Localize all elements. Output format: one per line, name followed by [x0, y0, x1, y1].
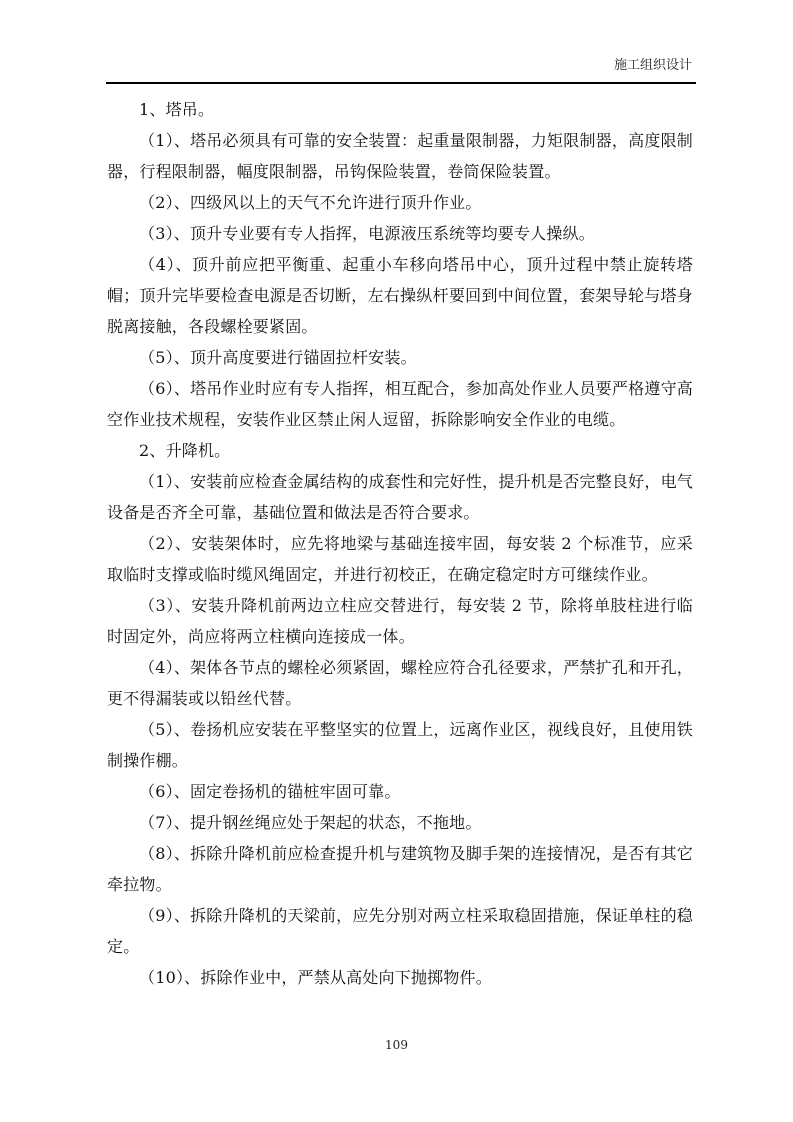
paragraph: （3）、安装升降机前两边立柱应交替进行，每安装 2 节，除将单肢柱进行临时固定外，尚应将两立柱横向连接成一体。 [107, 596, 693, 646]
paragraph: （5）、卷扬机应安装在平整坚实的位置上，远离作业区，视线良好，且使用铁制操作棚。 [107, 720, 693, 770]
paragraph: （4）、顶升前应把平衡重、起重小车移向塔吊中心，顶升过程中禁止旋转塔帽；顶升完毕要检查电源是否切断，左右操纵杆要回到中间位置，套架导轮与塔身脱离接触，各段螺栓要紧固。 [107, 255, 693, 336]
paragraph: （1）、塔吊必须具有可靠的安全装置：起重量限制器，力矩限制器，高度限制器，行程限制器，幅度限制器，吊钩保险装置，卷筒保险装置。 [107, 131, 693, 181]
page-number: 109 [385, 1038, 408, 1052]
paragraph: （6）、塔吊作业时应有专人指挥，相互配合，参加高处作业人员要严格遵守高空作业技术规程，安装作业区禁止闲人逗留，拆除影响安全作业的电缆。 [107, 379, 693, 429]
section-heading-hoist: 2、升降机。 [139, 441, 231, 460]
section-heading-tower-crane: 1、塔吊。 [139, 100, 215, 119]
paragraph: （9）、拆除升降机的天梁前，应先分别对两立柱采取稳固措施，保证单柱的稳定。 [107, 906, 693, 956]
paragraph: （10）、拆除作业中，严禁从高处向下抛掷物件。 [139, 968, 492, 987]
paragraph: （5）、顶升高度要进行锚固拉杆安装。 [139, 348, 417, 367]
paragraph: （6）、固定卷扬机的锚桩牢固可靠。 [139, 782, 401, 801]
paragraph: （4）、架体各节点的螺栓必须紧固，螺栓应符合孔径要求，严禁扩孔和开孔，更不得漏装或以铅丝代替。 [107, 658, 693, 708]
paragraph: （1）、安装前应检查金属结构的成套性和完好性，提升机是否完整良好，电气设备是否齐全可靠，基础位置和做法是否符合要求。 [107, 472, 693, 522]
header-title: 施工组织设计 [613, 58, 692, 73]
paragraph: （2）、安装架体时，应先将地梁与基础连接牢固，每安装 2 个标准节，应采取临时支撑或临时缆风绳固定，并进行初校正，在确定稳定时方可继续作业。 [107, 534, 693, 584]
paragraph: （8）、拆除升降机前应检查提升机与建筑物及脚手架的连接情况，是否有其它牵拉物。 [107, 844, 693, 894]
paragraph: （3）、顶升专业要有专人指挥，电源液压系统等均要专人操纵。 [139, 224, 595, 243]
paragraph: （7）、提升钢丝绳应处于架起的状态，不拖地。 [139, 813, 482, 832]
page-header [106, 58, 696, 84]
paragraph: （2）、四级风以上的天气不允许进行顶升作业。 [139, 193, 482, 212]
document-body [107, 94, 693, 993]
